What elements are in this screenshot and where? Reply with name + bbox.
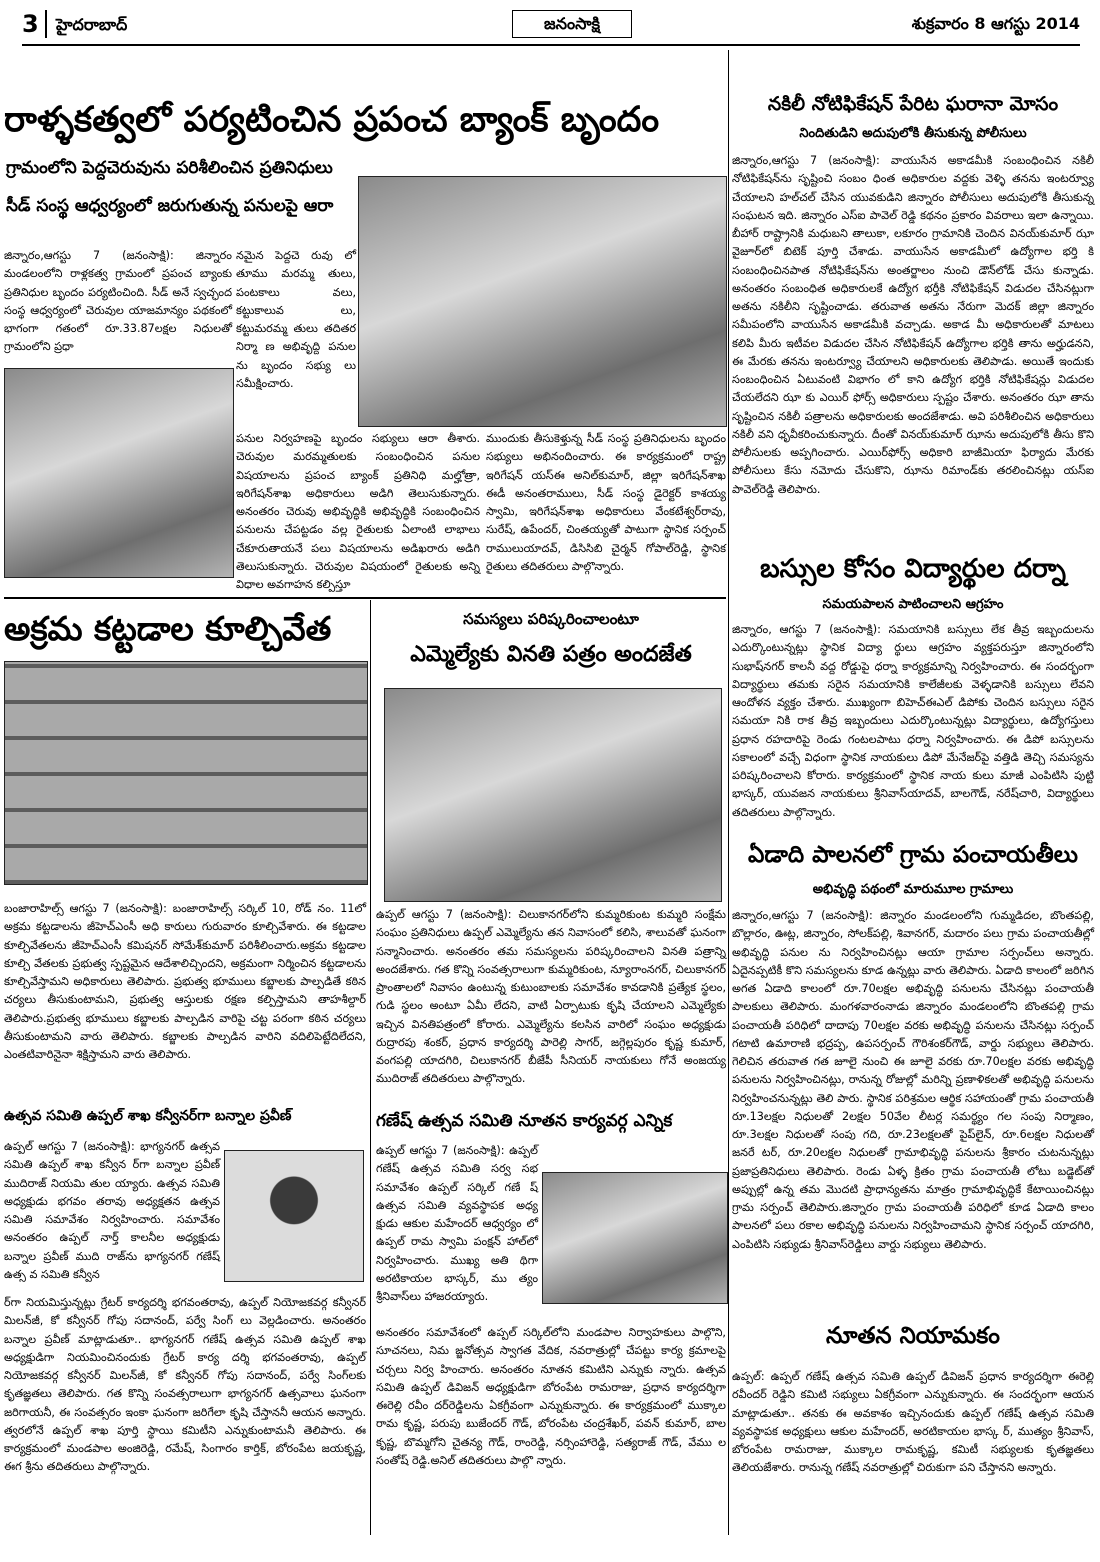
kicker: సమస్యలు పరిష్కరించాలంటూ [463, 610, 639, 628]
mla-felicitation-photo [384, 688, 722, 902]
world-bank-team-photo [358, 176, 727, 427]
subheadline: సమయపాలన పాటించాలని ఆగ్రహం [822, 597, 1004, 612]
headline-convener: ఉత్సవ సమితి ఉప్పల్ శాఖ కన్వీనర్‌గా బన్నాల ప్రవీణ్ [4, 1108, 292, 1124]
subheadline: నిందితుడిని అదుపులోకి తీసుకున్న పోలీసులు [799, 126, 1027, 141]
article-body: జిన్నారం, ఆగస్టు 7 (జనంసాక్షి): సమయానికి బస్సులు లేక తీవ్ర ఇబ్బందులను ఎదుర్కొంటున్నట్లు స్థానిక విద్యా ర్థులు ఆగ్రహం వ్యక్తపరుస్తూ జిన్నారంలోని సుభాష్‌నగర్ కాలనీ వద్ద రోడ్డుపై ధర్నా కార్యక్రమాన్ని నిర్వహించారు. ఈ సందర్భంగా విద్యార్థులు తమకు సరైన సమయానికి కాలేజీలకు వెళ్ళడానికి బస్సులు లేవని ఆందోళన వ్యక్తం చేశారు. ముఖ్యంగా బిహెచ్ఈఎల్ డిపోకు చెందిన బస్సులు సరైన సమయా నికి రాక తీవ్ర ఇబ్బందులు ఎదుర్కొంటున్నట్లు విద్యార్థులు, ఉద్యోగస్తులు ప్రధాన రహదారిపై రెండు గంటలపాటు ధర్నా నిర్వహించారు. ఈ డిపో బస్సులను సకాలంలో వచ్చే విధంగా స్థానిక నాయకులు డిపో మేనేజర్‌పై వత్తిడి తెచ్చి సమస్యను పరిష్కరించాలని కోరారు. కార్యక్రమంలో స్థానిక నాయ కులు మాజీ ఎంపిటిసి పుట్టి భాస్కర్, యువజన నాయకులు శ్రీనివాస్‌యాదవ్, బాలగౌడ్, నరేష్‌చారి, విద్యార్థులు తదితరులు పాల్గొన్నారు. [732, 623, 1094, 819]
article-body: నమైన పెద్దచె రువు లో తూము మరమ్మ తులు, పంటకాలు వలు, కట్టుకాలువ లు, కట్టుమరమ్మ తులు తదితర నిర్మా ణ అభివృద్ది పనుల ను బృందం సభ్యు లు సమీక్షించారు. [236, 249, 356, 390]
column-divider [370, 600, 371, 1535]
newspaper-logo: జనంసాక్షి [512, 10, 632, 38]
article-body: ఉప్పల్ ఆగస్టు 7 (జనంసాక్షి): చిలుకానగర్‌లోని కుమ్మరికుంట కుమ్మరి సంక్షేమ సంఘం ప్రతినిధులు ఉప్పల్ ఎమ్మెల్యేను తన నివాసంలో కలిసి, శాలువతో ఘనంగా సన్మానించారు. అనంతరం తమ సమస్యలను పరిష్కరించాలని వినతి పత్రాన్ని అందజేశారు. గత కొన్ని సంవత్సరాలుగా కుమ్మరికుంట, న్యూరాంనగర్, చిలుకానగర్ ప్రాంతాలలో నివాసం ఉంటున్న కుటుంబాలకు సమావేశం కావడానికి ప్రత్యేక స్థలం, గుడి స్థలం అంటూ ఏమీ లేదని, వాటి ఏర్పాటుకు కృషి చేయాలని ఎమ్మెల్యేకు ఇచ్చిన వినతిపత్రంలో కోరారు. ఎమ్మెల్యేను కలసిన వారిలో సంఘం అధ్యక్షుడు రుద్రారపు శంకర్, ప్రధాన కార్యదర్శి పారెల్లి సాగర్, జగ్గెల్లపురం కృష్ణ కుమార్, వంగపల్లి యాదగిరి, చిలుకానగర్ బీజేపీ సీనియర్ నాయకులు గోనే అంజయ్య ముదిరాజ్ తదితరులు పాల్గొన్నారు. [376, 908, 726, 1086]
headline-ganesh-committee: గణేష్ ఉత్సవ సమితి నూతన కార్యవర్గ ఎన్నిక [376, 1111, 673, 1131]
convener-portrait-photo [224, 1150, 364, 1282]
city-label: హైదరాబాద్ [56, 15, 128, 34]
article-body: ర్‌గా నియమిస్తున్నట్లు గ్రేటర్ కార్యదర్శి భగవంతరావు, ఉప్పల్ నియోజకవర్గ కన్వీనర్ మిలన్‌జీ, కో కన్వీనర్ గోపు సదానంద్, పర్వే సింగ్ లు వెల్లడించారు. అనంతరం బన్నాల ప్రవీణ్ మాట్లాడుతూ.. భాగ్యనగర్ గణేష్ ఉత్సవ సమితి ఉప్పల్ శాఖ అధ్యక్షుడిగా నియమించినందుకు గ్రేటర్ కార్య దర్శి భగవంతరావు, ఉప్పల్ నియోజకవర్గ కన్వీనర్ మిలన్‌జీ, కో కన్వీనర్ గోపు సదానంద్, పర్వే సింగ్‌లకు కృతజ్ఞతలు తెలిపారు. గత కొన్ని సంవత్సరాలుగా భాగ్యనగర్ ఉత్సవాలు ఘనంగా జరిగాయనీ, ఈ సంవత్సరం ఇంకా ఘనంగా జరిగేలా కృషి చేస్తాననీ ఆయన అన్నారు. త్వరలోనే ఉప్పల్ శాఖ పూర్తి స్థాయి కమిటీని ఎన్నుకుంటామనీ తెలిపారు. ఈ కార్యక్రమంలో మండపాల అంజిరెడ్డి, రమేష్, సింగారం కార్తిక్, బోరంపేట జయకృష్ణ, ఈగ శ్రీను తదితరులు పాల్గొన్నారు. [4, 1296, 366, 1474]
article-body: జిన్నారం,ఆగస్టు 7 (జనంసాక్షి): జిన్నారం మండలంలోని రాళ్లకత్వ గ్రామంలో ప్రపంచ బ్యాంకు ప్రతినిధుల బృందం పర్యటించింది. సీడ్ అనే స్వచ్ఛంద సంస్థ ఆధ్వర్యంలో చెరువుల యాజమాన్యం పథకంలో భాగంగా గతంలో రూ.33.87లక్షల నిధులతో గ్రామంలోని ప్రధా [4, 249, 232, 354]
committee-group-photo [542, 1172, 728, 1304]
column-divider [728, 50, 729, 1535]
subheadline: గ్రామంలోని పెద్దచెరువును పరిశీలించిన ప్రతినిధులు [6, 158, 333, 178]
headline-panchayats: ఏడాది పాలనలో గ్రామ పంచాయతీలు [748, 842, 1078, 868]
article-body: ఉప్పల్: ఉప్పల్ గణేష్ ఉత్సవ సమితి ఉప్పల్ డివిజన్ ప్రధాన కార్యదర్శిగా ఈరెల్లి రవీందర్ రెడ్డిని కమిటి సభ్యులు ఏకగ్రీవంగా ఎన్నుకున్నారు. ఈ సందర్భంగా ఆయన మాట్లాడుతూ.. తనకు ఈ అవకాశం ఇచ్చినందుకు ఉప్పల్ గణేష్ ఉత్సవ సమితి వ్యవస్థాపక అధ్యక్షులు ఆకుల మహేందర్, అరటికాయల భాస్క ర్, ముత్యం శ్రీనివాస్, బోరంపేట రామరాజు, ముక్కాల రామకృష్ణ, కమిటీ సభ్యులకు కృతజ్ఞతలు తెలియజేశారు. రానున్న గణేష్ నవరాత్రుల్లో చిరుకుగా పని చేస్తానని అన్నారు. [732, 1370, 1094, 1475]
article-body: అనంతరం సమావేశంలో ఉప్పల్ సర్కిల్‌లోని మండపాల నిర్వాహకులు పాల్గొని, సూచనలు, నిమ జ్జనోత్సవ స్వాగత వేదిక, నవరాత్రుల్లో చేపట్టు కార్య క్రమాలపై చర్చలు నిర్వ హించారు. అనంతరం నూతన కమిటిని ఎన్నుకు న్నారు. ఉత్సవ సమితి ఉప్పల్ డివిజన్ అధ్యక్షుడిగా బోరంపేట రామరాజు, ప్రధాన కార్యదర్శిగా ఈరెల్లి రవీం దర్‌రెడ్డిలను ఏకగ్రీవంగా ఎన్నుకున్నారు. ఈ కార్యక్రమంలో ముక్కాల రామ కృష్ణ, పరుపు బుజేందర్ గౌడ్, బోరంపేట చంద్రశేఖర్, పవన్ కుమార్, బాల కృష్ణ, బొమ్మగోని చైతన్య గౌడ్, రాంరెడ్డి, నర్సింహారెడ్డి, సత్యరాజ్ గౌడ్, వేము ల సంతోష్ రెడ్డి.అనిల్ తదితరులు పాల్గొ న్నారు. [376, 1326, 726, 1467]
masthead [22, 8, 1080, 46]
headline-mla-petition: ఎమ్మెల్యేకు వినతి పత్రం అందజేత [410, 642, 692, 667]
headline-appointment: నూతన నియామకం [826, 1323, 1000, 1349]
subheadline: అభివృద్ధి పథంలో మారుమూల గ్రామాలు [812, 882, 1014, 897]
article-body: పనుల నిర్వహణపై బృందం సభ్యులు ఆరా తీశారు. చెరువుల మరమ్మతులకు సంబంధించిన పనుల విషయాలను ప్రపంచ బ్యాంక్ ప్రతినిధి మల్హోత్రా, ఇరిగేషన్‌శాఖ అధికారులు అడిగి తెలుసుకున్నారు. అనంతరం చెరువు అభివృద్ధికి అభివృద్ధికి సంబంధించిన పనులను చేపట్టడం వల్ల రైతులకు ఏలాంటి లాభాలు చేకూరుతాయనే పలు విషయాలను అడిఖరారు అడిగి తెలుసుకున్నారు. చెరువుల విషయంలో రైతులకు అన్ని విధాల అవగాహన కల్పిస్తూ [236, 432, 480, 591]
section-divider [4, 597, 726, 599]
article-body: జిన్నారం,ఆగస్టు 7 (జనంసాక్షి): జిన్నారం మండలంలోని గుమ్మడిదల, బొంతపల్లి, బొల్లారం, ఊట్ల, జిన్నారం, సోలక్‌పల్లి, శివానగర్, మదారం పలు గ్రామ పంచాయతీల్లో అభివృద్ధి పనుల ను నిర్వహించినట్లు ఆయా గ్రామాల సర్పంచ్‌లు అన్నారు. ఏదైనప్పటికీ కొని సమస్యలను కూడ ఉన్నట్లు వారు తెలిపారు. ఏడాది కాలంలో జరిగిన అగత ఏడాది కాలంలో రూ.70లక్షల అభివృద్ధి పనులను చేసినట్లు పంచాయతీ పాలకులు తెలిపారు. మంగళవారంనాడు జిన్నారం మండలంలోని బొంతపల్లి గ్రామ పంచాయతీ పరిధిలో దాదాపు 70లక్షల వరకు అభివృద్ధి పనులను చేసినట్లు సర్పంచ్ గటాటి ఉమారాణి భద్రప్ప, ఉపసర్పంచ్ గౌరిశంకర్‌గౌడ్, వార్డు సభ్యులు తెలిపారు. గెలిచిన తరువాత గత జూలై నుంచి ఈ జూలై వరకు రూ.70లక్షల వరకు అభివృద్ధి పనులను నిర్వహించినట్లు, రానున్న రోజుల్లో మరిన్ని ప్రణాళికలతో అభివృద్ధి పనులను నిర్వహించనున్నట్లు తెలి పారు. స్థానిక పరిశ్రమల ఆర్థిక సహాయంతో గ్రామ పంచాయతీ రూ.13లక్షల నిధులతో 2లక్షల 50వేల లీటర్ల సమర్థ్యం గల సంపు నిర్మాణం, రూ.3లక్షల నిధులతో సంపు గది, రూ.23లక్షలతో పైప్‌లైన్, రూ.6లక్షల నిధులతో జనరే టర్, రూ.20లక్షల నిధులతో గ్రామాభివృద్ధి పనులను శ్రీకారం చుటనున్నట్లు ప్రజాప్రతినిధులు తెలిపారు. రెండు ఏళ్ళ క్రితం గ్రామ పంచాయతీ లోటు బడ్జెట్‌తో అప్పుల్లో ఉన్న తమ మొదటి ప్రాధాన్యతను మాత్రం గ్రామాభివృద్ధికే కేటాయించినట్లు గ్రామ సర్పంచ్ తెలిపారు.జిన్నారం గ్రామ పంచాయతీ పరిధిలో కూడ ఏడాది కాలం పాలనలో పలు రకాల అభివృద్ధి పనులను నిర్వహించామని స్థానిక సర్పంచ్ యాదగిరి, ఎంపిటిసి సభ్యుడు శ్రీనివాస్‌రెడ్డిలు వార్డు సభ్యులు తెలిపారు. [732, 909, 1094, 1251]
article-body: జిన్నారం,ఆగస్టు 7 (జనంసాక్షి): వాయుసేన అకాడమీకి సంబంధించిన నకిలీ నోటిఫికేషన్‌ను సృష్టించి సంబం ధింత అధికారుల వద్దకు వెళ్ళి తనను ఇంటర్వ్యూ చేయాలని హల్‌చల్ చేసిన యువకుడిని జిన్నారం పోలీసులు అదుపులోకి తీసుకున్న సంఘటన ఇది. జిన్నారం ఎస్ఐ పావెల్ రెడ్డి కథనం ప్రకారం వివరాలు ఇలా ఉన్నాయి. బీహార్ రాష్ట్రానికి మధుబని తాలుకా, లకూరం గ్రామానికి చెందిన వినయ్‌కుమార్ ఝా వైజూర్‌లో బిటెక్ పూర్తి చేశాడు. వాయుసేన అకాడమీలో ఉద్యోగాల భర్తి కి సంబంధించినపాత నోటిఫికేషన్‌ను అంతర్జాలం నుంచి డౌన్‌లోడ్ చేసు కున్నాడు. అనంతరం సంబంధిత అధికారులకే ఉద్యోగ భర్తీకి నోటిఫికేషన్ విడుదల చేసినట్లుగా అతను నకిలీని సృష్టించాడు. తరువాత అతను నేరుగా మెదక్ జిల్లా జిన్నారం సమీపంలోని వాయుసేన అకాడమీకి వచ్చాడు. అకాడ మీ అధికారులతో మాటలు కలిపి మీరు ఇటీవల విడుదల చేసిన నోటిఫికేషన్ ఉద్యోగాల భర్తికి తాను అర్హుడనని, ఈ మేరకు తనను ఇంటర్వ్యూ చేయాలని అధికారులకు తెలిపాడు. అయితే ఇందుకు సంబంధించిన ఏటువంటి విభాగం లో కాని ఉద్యోగ భర్తికి నోటిఫికేషన్లు విడుదల చేయలేదని ఝా కు ఎయిర్ ఫోర్స్ అధికారులు స్పష్టం చేశారు. అనంతరం ఝా తాను సృష్టించిన నకిలీ పత్రాలను అధికారులకు అందజేశాడు. అవి పరిశీలించిన అధికారులు నకిలీ వని ధృవీకరించుకున్నారు. దీంతో వినయ్‌కుమార్ ఝాను అదుపులోకి తీసు కొని పోలీసులకు అప్పగించారు. ఎయిర్‌ఫోర్స్ అధికారి బాజీమియా ఫిర్యాదు మేరకు పోలీసులు కేసు నమోదు చేసుకొని, ఝాను రిమాండ్‌కు తరలించినట్లు యస్ఐ పావెల్‌రెడ్డి తెలిపారు. [732, 154, 1094, 496]
issue-date: శుక్రవారం 8 ఆగస్టు 2014 [911, 14, 1080, 33]
subheadline: సీడ్ సంస్థ ఆధ్వర్యంలో జరుగుతున్న పనులపై ఆరా [6, 196, 334, 216]
headline-bus-dharna: బస్సుల కోసం విద్యార్థుల దర్నా [760, 554, 1066, 584]
headline-demolition: అక్రమ కట్టడాల కూల్చివేత [4, 609, 332, 648]
headline-world-bank: రాళ్ళకత్వలో పర్యటించిన ప్రపంచ బ్యాంక్ బృందం [4, 100, 660, 140]
page-number: 3 [22, 10, 47, 38]
article-body: ఉప్పల్ ఆగస్టు 7 (జనంసాక్షి): ఉప్పల్ గణేష్ ఉత్సవ సమితి సర్వ సభ సమావేశం ఉప్పల్ సర్కిల్ గణే ష్ ఉత్సవ సమితి వ్యవస్థాపక అధ్య క్షుడు ఆకుల మహేందర్ ఆధ్వర్యం లో ఉప్పల్ రామ స్వామి పంక్షన్ హాల్‌లో నిర్వహించారు. ముఖ్య అతి థిగా అరటికాయల భాస్కర్, ము త్యం శ్రీనివాస్‌లు హాజరయ్యారు. [376, 1144, 538, 1303]
article-body: ఉప్పల్ ఆగస్టు 7 (జనంసాక్షి): భాగ్యనగర్ ఉత్సవ సమితి ఉప్పల్ శాఖ కన్వీన ర్‌గా బన్నాల ప్రవీణ్ ముదిరాజ్ నియమి తుల య్యారు. ఉత్సవ సమితి అధ్యక్షుడు భగవం తరావు అధ్యక్షతన ఉత్సవ సమితి సమావేశం నిర్వహించారు. సమావేశం అనంతరం ఉప్పల్ నార్త్ కాలనీల అధ్యక్షుడు బన్నాల ప్రవీణ్ ముది రాజ్‌ను భాగ్యనగర్ గణేష్ ఉత్స వ సమితి కన్వీన [4, 1140, 220, 1281]
article-body: బంజారాహిల్స్ ఆగస్టు 7 (జనంసాక్షి): బంజారాహిల్స్ సర్కిల్ 10, రోడ్ నం. 11లో అక్రమ కట్టడాలను జీహెచ్ఎంసీ అధి కారులు గురువారం కూల్చివేశారు. ఈ కట్టడాల కూల్చివేతలను జీహెచ్ఎంసీ కమిషనర్ సోమేశ్‌కుమార్ పరిశీలించారు.అక్రమ కట్టడాల కూల్చి వేతలకు ప్రభుత్వ స్పష్టమైన ఆదేశాలిచ్చిందని, అక్రమంగా నిర్మించిన కట్టడాలను కూల్చివేస్తామని అధికారులు తెలిపారు. ప్రభుత్వ భూములు కబ్జాలకు పాల్పడితే కఠిన చర్యలు తీసుకుంటామని, ప్రభుత్వ ఆస్తులకు రక్షణ కల్పిస్తామని తాహశీల్దార్ తెలిపారు.ప్రభుత్వ భూములు కబ్జాలకు పాల్పడిన వారిపై చట్ట పరంగా కఠిన చర్యలు తీసుకుంటామని వారు తెలిపారు. కబ్జాలకు పాల్పడిన వారిని వదిలిపెట్టేదిలేదని, ఎంతటివారినైనా శిక్షిస్తామని వారు తెలిపారు. [4, 902, 366, 1061]
demolition-building-photo [4, 661, 368, 885]
headline-fake-notification: నకిలీ నోటిఫికేషన్ పేరిట ఘరానా మోసం [767, 93, 1059, 115]
article-body: ముందుకు తీసుకెళ్తున్న సీడ్ సంస్థ ప్రతినిధులను బృందం సభ్యులు అభినందించారు. ఈ కార్యక్రమంలో రాష్ట్ర ఇరిగేషన్ యస్ఈ అనిల్‌కుమార్, జిల్లా ఇరిగేషన్‌శాఖ ఈడీ అనంతరాములు, సీడ్ సంస్థ డైరెక్టర్ కాశయ్య స్వామి, ఇరిగేషన్‌శాఖ అధికారులు వేంకటేశ్వర్‌రావు, సురేష్, ఉపేందర్, చింతయ్యతో పాటుగా స్థానిక సర్పంచ్ రాములుయాదవ్, డిసిసిబి చైర్మన్ గోపాల్‌రెడ్డి, స్థానిక రైతులు తదితరులు పాల్గొన్నారు. [486, 432, 726, 573]
inspection-photo [4, 368, 234, 578]
